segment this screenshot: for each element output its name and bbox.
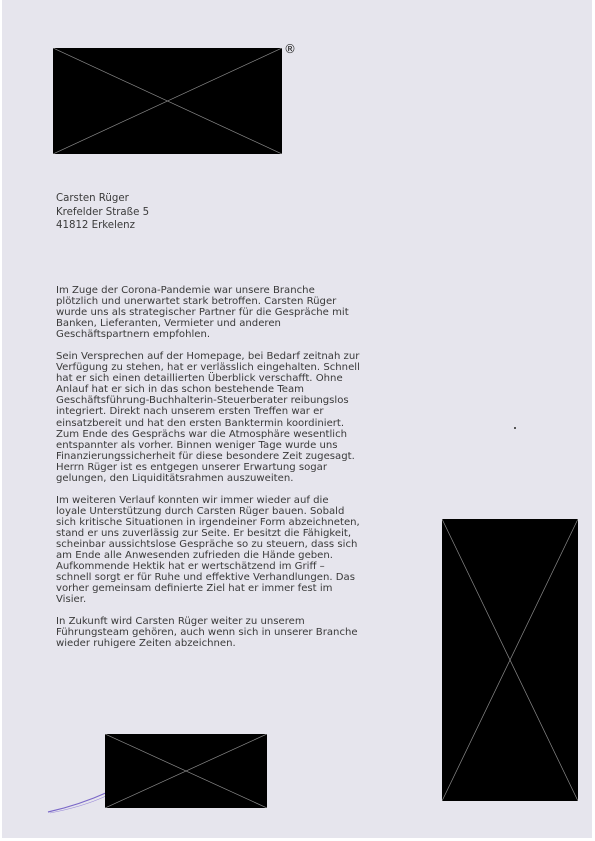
- text-line: loyale Unterstützung durch Carsten Rüger bauen. Sobald: [56, 505, 345, 517]
- redacted-logo: [53, 48, 282, 154]
- text-line: Sein Versprechen auf der Homepage, bei Bedarf zeitnah zur: [56, 351, 360, 363]
- text-line: integriert. Direkt nach unserem ersten Treffen war er: [56, 406, 324, 418]
- paragraph-1: [56, 285, 408, 340]
- text-line: sich kritische Situationen in irgendeiner Form abzeichneten,: [56, 516, 360, 528]
- text-line: entspannter als vorher. Binnen weniger Tage wurde uns: [56, 439, 338, 451]
- text-line: gelungen, den Liquiditätsrahmen auszuweiten.: [56, 472, 294, 484]
- text-line: Zum Ende des Gesprächs war die Atmosphäre wesentlich: [56, 428, 348, 440]
- address-name: Carsten Rüger: [56, 193, 129, 204]
- address-city: 41812 Erkelenz: [56, 220, 135, 232]
- text-line: am Ende alle Anwesenden zufrieden die Hände geben.: [56, 550, 334, 562]
- text-line: Finanzierungssicherheit für diese besondere Zeit zugesagt.: [56, 450, 355, 462]
- text-line: In Zukunft wird Carsten Rüger weiter zu unserem: [56, 616, 305, 628]
- text-line: Geschäftspartnern empfohlen.: [56, 329, 211, 341]
- address-street: Krefelder Straße 5: [56, 206, 150, 218]
- paragraph-2: [56, 351, 408, 484]
- recipient-address: [56, 192, 149, 233]
- text-line: Verfügung zu stehen, hat er verlässlich eingehalten. Schnell: [56, 362, 360, 374]
- text-line: Geschäftsführung-Buchhalterin-Steuerberater reibungslos: [56, 395, 349, 407]
- text-line: scheinbar aussichtslose Gespräche so zu steuern, dass sich: [56, 538, 358, 550]
- text-line: Im weiteren Verlauf konnten wir immer wieder auf die: [56, 494, 329, 506]
- text-line: Aufkommende Hektik hat er wertschätzend im Griff –: [56, 561, 325, 573]
- text-line: hat er sich einen detaillierten Überblick verschafft. Ohne: [56, 373, 343, 385]
- text-line: Banken, Lieferanten, Vermieter und anderen: [56, 318, 281, 330]
- text-line: plötzlich und unerwartet stark betroffen. Carsten Rüger: [56, 296, 337, 308]
- speck: [514, 427, 516, 429]
- text-line: stand er uns zuverlässig zur Seite. Er besitzt die Fähigkeit,: [56, 527, 352, 539]
- redacted-signature: [105, 734, 267, 808]
- text-line: schnell sorgt er für Ruhe und effektive Verhandlungen. Das: [56, 572, 355, 584]
- text-line: Herrn Rüger ist es entgegen unserer Erwartung sogar: [56, 461, 328, 473]
- registered-mark: ®: [284, 42, 296, 56]
- text-line: Visier.: [56, 594, 87, 606]
- paragraph-3: [56, 495, 408, 605]
- text-line: wurde uns als strategischer Partner für die Gespräche mit: [56, 307, 349, 319]
- paragraph-4: [56, 616, 408, 649]
- letter-page: [2, 0, 592, 838]
- letter-body: [56, 285, 408, 660]
- redacted-side-block: [442, 519, 578, 801]
- text-line: Führungsteam gehören, auch wenn sich in unserer Branche: [56, 627, 358, 639]
- text-line: wieder ruhigere Zeiten abzeichnen.: [56, 638, 236, 650]
- text-line: Im Zuge der Corona-Pandemie war unsere Branche: [56, 285, 315, 296]
- text-line: Anlauf hat er sich in das schon bestehende Team: [56, 384, 304, 396]
- text-line: einsatzbereit und hat den ersten Banktermin koordiniert.: [56, 417, 345, 429]
- text-line: vorher gemeinsam definierte Ziel hat er immer fest im: [56, 583, 333, 595]
